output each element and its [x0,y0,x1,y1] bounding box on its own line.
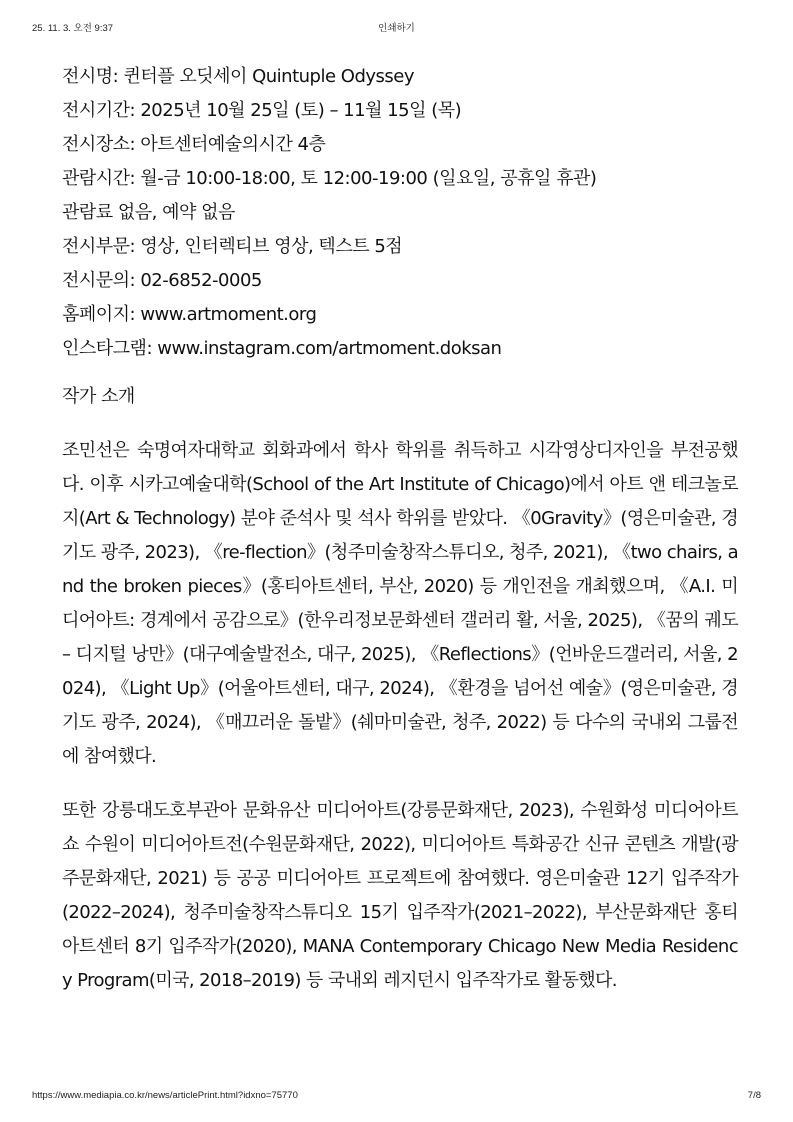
exhibition-hours-line: 관람시간: 월-금 10:00-18:00, 토 12:00-19:00 (일요일, 공휴일 휴관) [62,168,597,189]
page-number: 7/8 [747,1090,761,1101]
print-header [0,20,793,34]
exhibition-contact-line: 전시문의: 02-6852-0005 [62,270,262,291]
artist-bio-paragraph: 조민선은 숙명여자대학교 회화과에서 학사 학위를 취득하고 시각영상디자인을 부전공했다. 이후 시카고예술대학(School of the Art Institute of Chicago)에서 아트 앤 테크놀로지(Art & Technology) 분야 준석사 및 석사 학위를 받았다. 《0Gravity》(영은미술관, 경기도 광주, 2023), 《re-flection》(청주미술창작스튜디오, 청주, 2021), 《two chairs, and the broken pieces》(홍티아트센터, 부산, 2020) 등 개인전을 개최했으며, 《A.I. 미디어아트: 경계에서 공감으로》(한우리정보문화센터 갤러리 활, 서울, 2025), 《꿈의 궤도 – 디지털 낭만》(대구예술발전소, 대구, 2025), 《Reflections》(언바운드갤러리, 서울, 2024), 《Light Up》(어울아트센터, 대구, 2024), 《환경을 넘어선 예술》(영은미술관, 경기도 광주, 2024), 《매끄러운 돌밭》(쉐마미술관, 청주, 2022) 등 다수의 국내외 그룹전에 참여했다. [62,440,738,767]
print-footer [0,1090,793,1104]
exhibition-instagram-line: 인스타그램: www.instagram.com/artmoment.doksan [62,338,502,359]
artist-activity-paragraph: 또한 강릉대도호부관아 문화유산 미디어아트(강릉문화재단, 2023), 수원화성 미디어아트쇼 수원이 미디어아트전(수원문화재단, 2022), 미디어아트 특화공간 신규 콘텐츠 개발(광주문화재단, 2021) 등 공공 미디어아트 프로젝트에 참여했다. 영은미술관 12기 입주작가(2022–2024), 청주미술창작스튜디오 15기 입주작가(2021–2022), 부산문화재단 홍티아트센터 8기 입주작가(2020), MANA Contemporary Chicago New Media Residency Program(미국, 2018–2019) 등 국내외 레지던시 입주작가로 활동했다. [62,800,738,991]
article-body [62,60,738,998]
exhibition-homepage-line: 홈페이지: www.artmoment.org [62,304,317,325]
article-url: https://www.mediapia.co.kr/news/articlePrint.html?idxno=75770 [32,1090,298,1101]
artist-section-heading: 작가 소개 [62,386,135,407]
print-title: 인쇄하기 [378,23,415,34]
exhibition-admission-line: 관람료 없음, 예약 없음 [62,202,235,223]
exhibition-info-list [62,60,738,366]
exhibition-category-line: 전시부문: 영상, 인터렉티브 영상, 텍스트 5점 [62,236,403,257]
exhibition-venue-line: 전시장소: 아트센터예술의시간 4층 [62,134,326,155]
print-datetime: 25. 11. 3. 오전 9:37 [32,23,114,34]
exhibition-period-line: 전시기간: 2025년 10월 25일 (토) – 11월 15일 (목) [62,100,462,121]
exhibition-title-line: 전시명: 퀸터플 오딧세이 Quintuple Odyssey [62,66,415,87]
